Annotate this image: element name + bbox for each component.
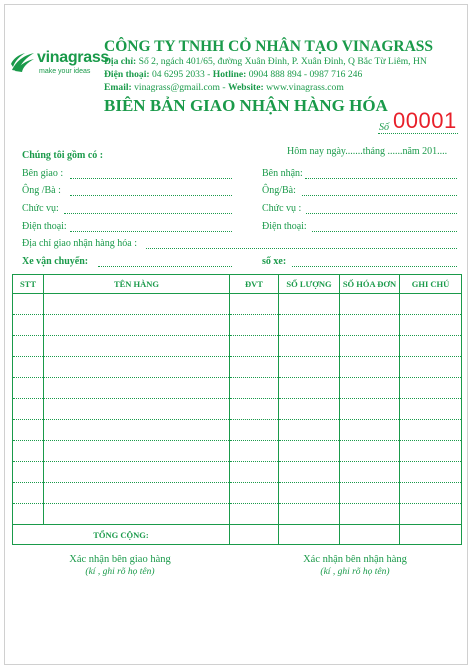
hotline-label: Hotline: (212, 69, 247, 80)
table-row[interactable] (13, 399, 462, 420)
sender-signature-block (30, 554, 210, 577)
receiver-position-label: Chức vụ : (262, 203, 302, 214)
document-title: BIÊN BẢN GIAO NHẬN HÀNG HÓA (104, 96, 388, 115)
receiver-field[interactable] (305, 178, 457, 179)
receiver-signature-note: (kí , ghi rõ họ tên) (320, 567, 390, 577)
sender-field[interactable] (70, 178, 232, 179)
website-value: www.vinagrass.com (266, 82, 344, 93)
logo-tagline: make your ideas (39, 68, 91, 75)
intro-text: Chúng tôi gồm có : (22, 150, 104, 161)
col-header-name: TÊN HÀNG (44, 275, 230, 294)
address-value: Số 2, ngách 401/65, đường Xuân Đỉnh, P. Xuân Đỉnh, Q Bắc Từ Liêm, HN (138, 56, 427, 67)
table-row[interactable] (13, 315, 462, 336)
grass-leaf-icon (10, 50, 36, 74)
receiver-signature-title: Xác nhận bên nhận hàng (303, 554, 407, 565)
company-address (104, 56, 427, 67)
date-line: Hôm nay ngày.......tháng ......năm 201.... (287, 146, 448, 157)
sender-signature-note: (kí , ghi rõ họ tên) (85, 567, 155, 577)
col-header-unit: ĐVT (230, 275, 279, 294)
receiver-position-field[interactable] (306, 213, 457, 214)
receiver-signature-block (265, 554, 445, 577)
email-label: Email: (104, 82, 132, 93)
address-label: Địa chỉ: (104, 56, 137, 67)
logo-brand: vinagrass (37, 49, 110, 66)
sender-signature-title: Xác nhận bên giao hàng (69, 554, 171, 565)
address-field-label: Địa chỉ giao nhận hàng hóa : (22, 238, 137, 249)
sender-person-label: Ông /Bà : (22, 185, 61, 196)
col-header-invoice: SỐ HÓA ĐƠN (340, 275, 400, 294)
sender-label: Bên giao : (22, 168, 64, 179)
email-value: vinagrass@gmail.com (134, 82, 220, 93)
total-label: TỔNG CỘNG: (13, 525, 230, 545)
vehicle-label: Xe vận chuyển: (22, 256, 89, 267)
table-row[interactable] (13, 462, 462, 483)
address-field[interactable] (146, 248, 457, 249)
receiver-phone-label: Điện thoại: (262, 221, 307, 232)
sender-person-field[interactable] (70, 195, 232, 196)
table-row[interactable] (13, 357, 462, 378)
company-phones: Điện thoại: 04 6295 2033 - Hotline: 0904 888 894 - 0987 716 246 (104, 69, 363, 80)
vehicle-field[interactable] (98, 266, 232, 267)
total-quantity-cell[interactable] (279, 525, 340, 545)
company-logo (10, 48, 110, 82)
receiver-phone-field[interactable] (312, 231, 457, 232)
website-label: Website: (227, 82, 264, 93)
plate-label: số xe: (262, 256, 287, 267)
hotline-value: 0904 888 894 - 0987 716 246 (248, 69, 363, 80)
table-row[interactable] (13, 420, 462, 441)
sender-position-field[interactable] (64, 213, 232, 214)
col-header-quantity: SỐ LƯỢNG (279, 275, 340, 294)
phone-label: Điện thoại: (104, 69, 150, 80)
table-row[interactable] (13, 504, 462, 525)
table-row[interactable] (13, 483, 462, 504)
goods-table (12, 274, 462, 545)
document-number-line (378, 133, 458, 134)
document-number-label: Số (379, 122, 389, 133)
company-name: CÔNG TY TNHH CỎ NHÂN TẠO VINAGRASS (104, 38, 434, 55)
document-number: 00001 (393, 108, 457, 133)
plate-field[interactable] (292, 266, 457, 267)
table-row[interactable] (13, 378, 462, 399)
table-row[interactable] (13, 441, 462, 462)
sender-phone-field[interactable] (70, 231, 232, 232)
table-row[interactable] (13, 294, 462, 315)
sender-phone-label: Điện thoại: (22, 221, 67, 232)
phone-value: 04 6295 2033 (151, 69, 205, 80)
table-header-row (13, 275, 462, 294)
total-row (13, 525, 462, 545)
receiver-label: Bên nhận: (262, 168, 303, 179)
col-header-note: GHI CHÚ (400, 275, 462, 294)
table-row[interactable] (13, 336, 462, 357)
sender-position-label: Chức vụ: (22, 203, 59, 214)
receiver-person-field[interactable] (302, 195, 457, 196)
col-header-stt: STT (13, 275, 44, 294)
company-contact: Email: vinagrass@gmail.com - Website: www.vinagrass.com (104, 82, 344, 93)
receiver-person-label: Ông/Bà: (262, 185, 296, 196)
